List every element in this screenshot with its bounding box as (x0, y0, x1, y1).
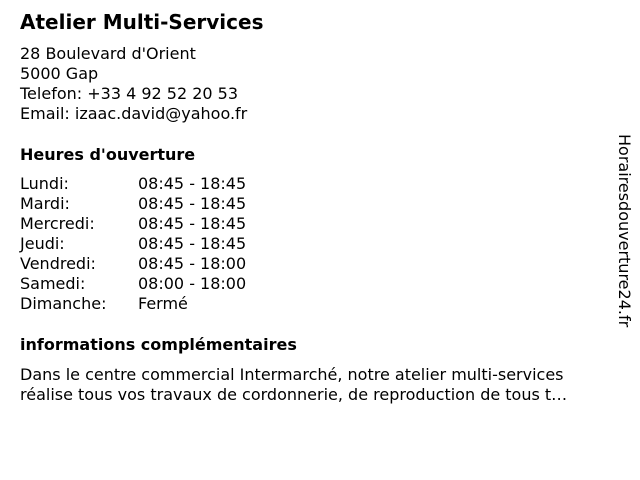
day-label: Mardi: (20, 194, 70, 213)
address-block (20, 44, 247, 124)
street-address: 28 Boulevard d'Orient (20, 44, 196, 63)
day-label: Mercredi: (20, 214, 95, 233)
email-address: Email: izaac.david@yahoo.fr (20, 104, 248, 123)
city-postcode: 5000 Gap (20, 64, 99, 83)
day-label: Samedi: (20, 274, 86, 293)
description-line: Dans le centre commercial Intermarché, notre atelier multi-services (20, 365, 564, 384)
time-value: 08:45 - 18:45 (138, 174, 247, 193)
time-value: 08:45 - 18:45 (138, 194, 247, 213)
description-line: réalise tous vos travaux de cordonnerie, de reproduction de tous t… (20, 385, 568, 404)
day-label: Lundi: (20, 174, 69, 193)
time-value: 08:45 - 18:45 (138, 214, 247, 233)
day-label: Jeudi: (20, 234, 65, 253)
additional-info-heading: informations complémentaires (20, 335, 297, 354)
phone-number: Telefon: +33 4 92 52 20 53 (20, 84, 239, 103)
day-label: Vendredi: (20, 254, 96, 273)
time-value: 08:45 - 18:45 (138, 234, 247, 253)
site-watermark: Horairesdouverture24.fr (615, 134, 634, 328)
description-text (20, 365, 620, 405)
time-value: 08:00 - 18:00 (138, 274, 247, 293)
time-value: 08:45 - 18:00 (138, 254, 247, 273)
time-value: Fermé (138, 294, 188, 313)
business-title: Atelier Multi-Services (20, 10, 264, 34)
opening-hours-heading: Heures d'ouverture (20, 145, 196, 164)
day-label: Dimanche: (20, 294, 107, 313)
